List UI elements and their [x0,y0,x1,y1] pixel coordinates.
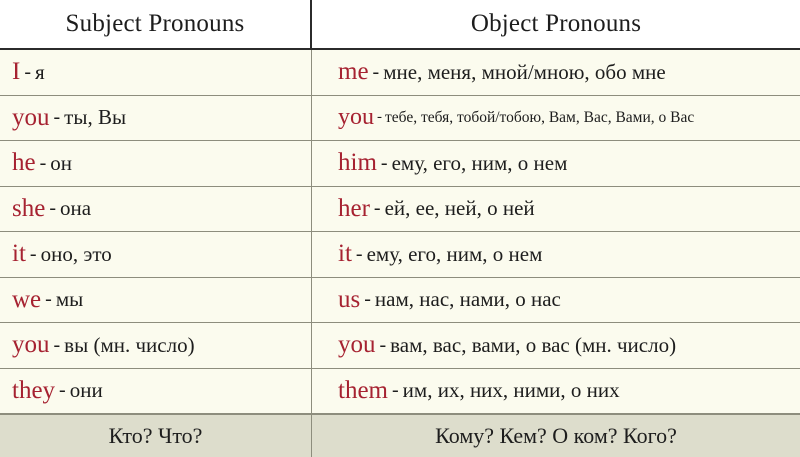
object-pronoun: him [338,149,377,177]
dash-separator: - [373,197,381,220]
object-translation: нам, нас, нами, о нас [374,287,561,312]
subject-pronoun: she [12,194,46,222]
subject-translation: я [35,59,45,84]
subject-cell [0,141,312,186]
header-object-pronouns: Object Pronouns [470,10,642,37]
subject-pronoun: you [12,103,50,131]
object-cell [312,96,800,141]
dash-separator: - [24,60,31,83]
dash-separator: - [372,60,380,83]
object-translation: им, их, них, ними, о них [402,378,620,403]
dash-separator: - [45,288,52,311]
table-row [0,50,800,96]
dash-separator: - [59,379,66,402]
object-pronoun: you [338,104,374,131]
footer-subject-questions: Кто? Что? [0,415,312,457]
dash-separator: - [49,197,56,220]
object-cell [312,187,800,232]
table-row [0,96,800,142]
object-cell [312,232,800,277]
subject-translation: ты, Вы [64,105,127,130]
table-row [0,278,800,324]
object-translation: ему, его, ним, о нем [366,241,543,266]
subject-cell [0,369,312,414]
subject-cell [0,278,312,323]
dash-separator: - [53,106,61,129]
dash-separator: - [39,151,47,174]
table-row [0,232,800,278]
object-cell [312,50,800,95]
table-body [0,50,800,414]
subject-pronoun: we [12,285,42,313]
dash-separator: - [379,333,387,356]
object-pronoun: you [338,331,376,359]
object-translation: ей, ее, ней, о ней [384,196,535,221]
object-pronoun: them [338,376,388,404]
subject-translation: вы (мн. число) [64,332,195,357]
dash-separator: - [377,109,382,126]
subject-translation: он [50,150,73,175]
table-row [0,141,800,187]
dash-separator: - [355,242,363,265]
subject-cell [0,187,312,232]
object-translation: вам, вас, вами, о вас (мн. число) [390,332,677,357]
subject-translation: они [69,378,103,403]
object-pronoun: us [338,285,361,313]
subject-pronoun: it [12,240,26,268]
object-translation: мне, меня, мной/мною, обо мне [383,59,666,84]
object-pronoun: me [338,58,369,86]
subject-translation: она [60,196,92,221]
object-cell [312,141,800,186]
object-cell [312,323,800,368]
table-row [0,187,800,233]
subject-pronoun: they [12,376,56,404]
dash-separator: - [380,151,388,174]
subject-cell [0,50,312,95]
subject-cell [0,96,312,141]
table-row [0,369,800,415]
object-translation: тебе, тебя, тобой/тобою, Вам, Вас, Вами, о Вас [385,108,695,126]
table-footer-row [0,414,800,457]
object-cell [312,278,800,323]
table-row [0,323,800,369]
subject-pronoun: I [12,58,21,86]
object-pronoun: it [338,240,352,268]
dash-separator: - [29,242,37,265]
subject-translation: мы [55,287,84,312]
object-translation: ему, его, ним, о нем [391,150,568,175]
object-cell [312,369,800,414]
dash-separator: - [53,333,61,356]
table-header-row [0,0,800,50]
dash-separator: - [364,288,371,311]
footer-object-questions: Кому? Кем? О ком? Кого? [435,423,677,448]
subject-pronoun: he [12,149,36,177]
subject-cell [0,232,312,277]
subject-pronoun: you [12,331,50,359]
object-pronoun: her [338,194,370,222]
header-subject-pronouns: Subject Pronouns [0,0,312,48]
subject-cell [0,323,312,368]
subject-translation: оно, это [40,241,112,266]
dash-separator: - [392,379,399,402]
